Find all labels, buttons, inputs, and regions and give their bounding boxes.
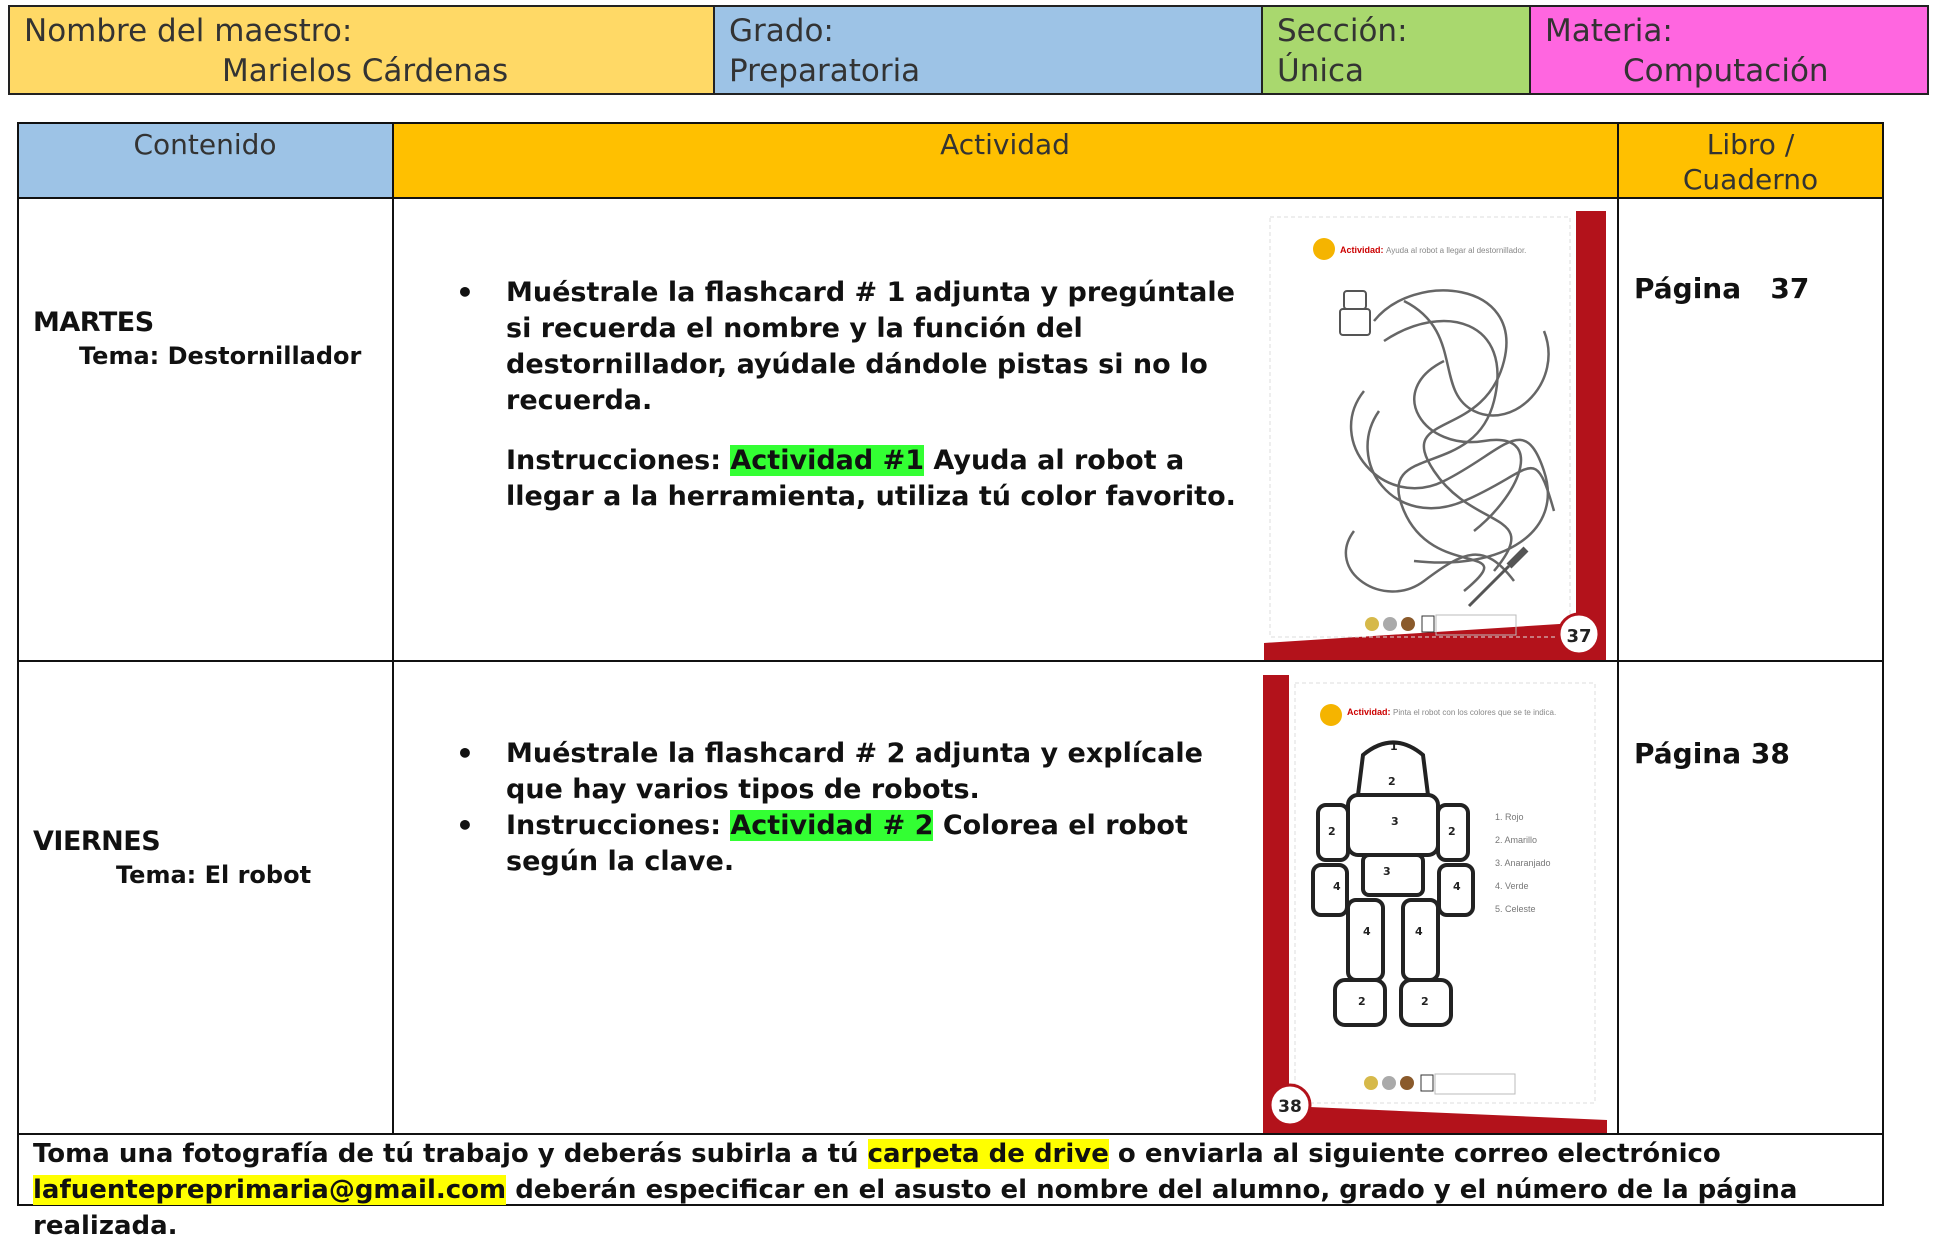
actividad-header: Actividad bbox=[940, 128, 1070, 161]
svg-text:3: 3 bbox=[1383, 865, 1391, 878]
row1-instr-highlight: Actividad #1 bbox=[730, 445, 925, 476]
header-bottom-border bbox=[17, 197, 1884, 199]
libro-header-line1: Libro / bbox=[1706, 128, 1795, 161]
col-divider-1 bbox=[392, 122, 394, 1134]
subject-value: Computación bbox=[1623, 53, 1829, 89]
row2-book-image bbox=[1263, 675, 1607, 1133]
row1-page: Página 37 bbox=[1634, 272, 1810, 305]
teacher-cell bbox=[8, 5, 715, 95]
footer-part2: o enviarla al siguiente correo electrónico bbox=[1108, 1139, 1721, 1169]
footer-instructions bbox=[33, 1136, 1878, 1244]
row2-instr-prefix: Instrucciones: bbox=[506, 810, 731, 841]
section-label: Sección: bbox=[1277, 13, 1408, 49]
svg-text:2: 2 bbox=[1328, 825, 1336, 838]
row2-activity bbox=[456, 736, 1246, 880]
footer-part3: deberán especificar en el asusto el nombre del alumno, grado y el número de la página realizada. bbox=[33, 1175, 1798, 1241]
book-page-37-art bbox=[1264, 211, 1606, 660]
row1-instr-rest: Ayuda al robot a llegar a la herramienta, utiliza tú color favorito. bbox=[506, 445, 1236, 512]
footer-part1: Toma una fotografía de tú trabajo y deberás subirla a tú bbox=[33, 1139, 868, 1169]
row1-bullet: • Muéstrale la flashcard # 1 adjunta y pregúntale si recuerda el nombre y la función del destornillador, ayúdale dándole pistas si no lo recuerda. bbox=[456, 275, 1246, 419]
row2-day: VIERNES bbox=[33, 826, 161, 857]
table-left-border bbox=[17, 122, 19, 1206]
book38-key-5: 5. Celeste bbox=[1495, 904, 1536, 914]
book-page-38-art bbox=[1263, 675, 1607, 1133]
row1-day: MARTES bbox=[33, 307, 154, 338]
table-right-border bbox=[1882, 122, 1884, 1206]
book38-key-3: 3. Anaranjado bbox=[1495, 858, 1551, 868]
book37-page-number: 37 bbox=[1566, 626, 1592, 647]
teacher-value: Marielos Cárdenas bbox=[222, 53, 509, 89]
subject-label: Materia: bbox=[1545, 13, 1673, 49]
book38-key-1: 1. Rojo bbox=[1495, 812, 1524, 822]
row1-tema: Tema: Destornillador bbox=[79, 342, 362, 370]
svg-text:4: 4 bbox=[1415, 925, 1423, 938]
svg-text:2: 2 bbox=[1358, 995, 1366, 1008]
svg-text:4: 4 bbox=[1453, 880, 1461, 893]
svg-text:4: 4 bbox=[1333, 880, 1341, 893]
book38-page-number: 38 bbox=[1278, 1097, 1302, 1117]
row1-instructions bbox=[456, 443, 1246, 515]
section-cell bbox=[1261, 5, 1531, 95]
svg-text:4: 4 bbox=[1363, 925, 1371, 938]
svg-text:2: 2 bbox=[1388, 775, 1396, 788]
grade-cell bbox=[713, 5, 1263, 95]
row1-bottom-border bbox=[17, 660, 1884, 662]
libro-header-line2: Cuaderno bbox=[1682, 163, 1819, 196]
contenido-header: Contenido bbox=[133, 128, 277, 161]
row1-book-image bbox=[1264, 211, 1606, 660]
book38-key-2: 2. Amarillo bbox=[1495, 835, 1538, 845]
row2-instructions bbox=[456, 808, 1246, 880]
col-divider-2 bbox=[1617, 122, 1619, 1134]
row2-bullet: • Muéstrale la flashcard # 2 adjunta y explícale que hay varios tipos de robots. bbox=[456, 736, 1246, 808]
row2-bottom-border bbox=[17, 1133, 1884, 1135]
book37-heading-text: Ayuda al robot a llegar al destornillador. bbox=[1386, 246, 1527, 255]
book38-key-4: 4. Verde bbox=[1495, 881, 1529, 891]
row2-instr-rest: Colorea el robot según la clave. bbox=[506, 810, 1188, 877]
book38-heading-text: Pinta el robot con los colores que se te indica. bbox=[1393, 708, 1557, 717]
section-value: Única bbox=[1277, 53, 1364, 89]
row1-instr-prefix: Instrucciones: bbox=[506, 445, 731, 476]
grade-value: Preparatoria bbox=[729, 53, 921, 89]
table-top-border bbox=[17, 122, 1884, 124]
svg-text:3: 3 bbox=[1391, 815, 1399, 828]
teacher-label: Nombre del maestro: bbox=[24, 13, 353, 49]
row2-tema: Tema: El robot bbox=[116, 861, 312, 889]
book37-heading-bold: Actividad: bbox=[1340, 245, 1384, 255]
svg-text:2: 2 bbox=[1448, 825, 1456, 838]
email-link[interactable]: lafuentepreprimaria@gmail.com bbox=[33, 1175, 507, 1205]
grade-label: Grado: bbox=[729, 13, 834, 49]
subject-cell bbox=[1529, 5, 1929, 95]
row2-instr-highlight: Actividad # 2 bbox=[730, 810, 934, 841]
svg-text:1: 1 bbox=[1390, 740, 1398, 753]
row1-activity bbox=[456, 275, 1246, 515]
drive-folder-link[interactable]: carpeta de drive bbox=[867, 1139, 1109, 1169]
svg-text:2: 2 bbox=[1421, 995, 1429, 1008]
book38-heading-bold: Actividad: bbox=[1347, 707, 1391, 717]
row2-page: Página 38 bbox=[1634, 737, 1790, 770]
